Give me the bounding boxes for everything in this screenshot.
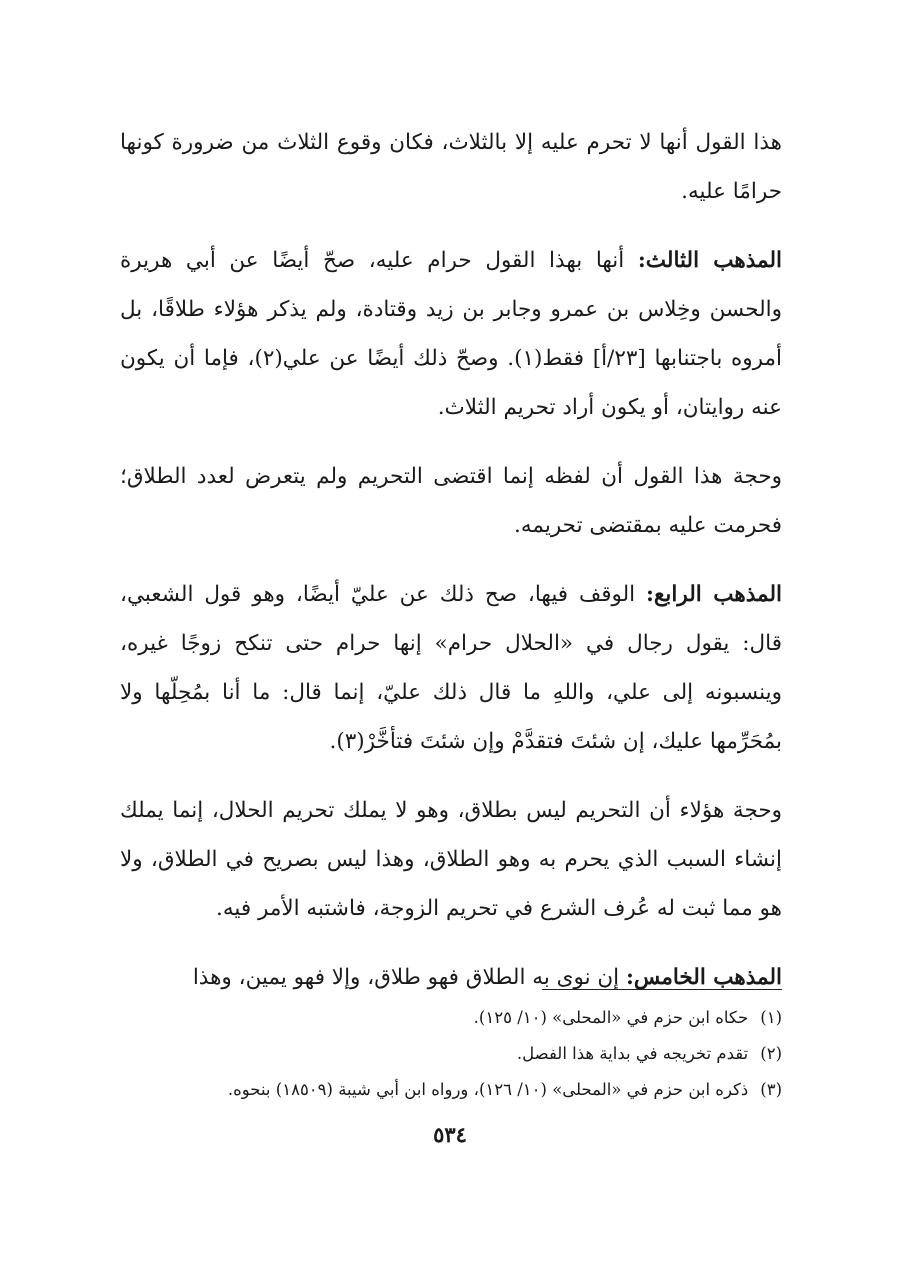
footnote-divider	[542, 989, 782, 990]
footnote-1	[120, 1000, 782, 1036]
paragraph-1-text: هذا القول أنها لا تحرم عليه إلا بالثلاث، فكان وقوع الثلاث من ضرورة كونها حرامًا عليه.	[120, 130, 782, 204]
main-text	[120, 118, 782, 1022]
footnotes	[120, 1000, 782, 1108]
footnote-2-text: تقدم تخريجه في بداية هذا الفصل.	[516, 1044, 749, 1063]
paragraph-2-heading: المذهب الثالث:	[637, 248, 782, 273]
paragraph-5-text: وحجة هؤلاء أن التحريم ليس بطلاق، وهو لا يملك تحريم الحلال، إنما يملك إنشاء السبب الذي يحرم به وهو الطلاق، وهذا ليس بصريح في الطلاق، ولا هو مما ثبت له عُرف الشرع في تحريم الزوجة، فاشتبه الأمر فيه.	[120, 798, 782, 921]
paragraph-1	[120, 118, 782, 216]
footnote-2-number: (٢)	[760, 1044, 782, 1063]
footnote-3-text: ذكره ابن حزم في «المحلى» (١٠/ ١٢٦)، ورواه ابن أبي شيبة (١٨٥٠٩) بنحوه.	[227, 1080, 749, 1099]
page-number: ٥٣٤	[433, 1122, 467, 1147]
paragraph-4	[120, 570, 782, 766]
paragraph-2-text: أنها بهذا القول حرام عليه، صحّ أيضًا عن أبي هريرة والحسن وخِلاس بن عمرو وجابر بن زيد وقتادة، ولم يذكر هؤلاء طلاقًا، بل أمروه باجتنابها [٢٣/أ] فقط(١). وصحّ ذلك أيضًا عن علي(٢)، فإما أن يكون عنه روايتان، أو يكون أراد تحريم الثلاث.	[120, 248, 783, 420]
paragraph-4-heading: المذهب الرابع:	[646, 582, 782, 607]
footnote-1-text: حكاه ابن حزم في «المحلى» (١٠/ ١٢٥).	[473, 1008, 749, 1027]
paragraph-3	[120, 452, 782, 550]
footnote-1-number: (١)	[760, 1008, 782, 1027]
footnote-3	[120, 1072, 782, 1108]
paragraph-4-text: الوقف فيها، صح ذلك عن عليّ أيضًا، وهو قول الشعبي، قال: يقول رجال في «الحلال حرام» إنها حرام حتى تنكح زوجًا غيره، وينسبونه إلى علي، واللهِ ما قال ذلك عليّ، إنما قال: ما أنا بمُحِلّها ولا بمُحَرِّمها عليك، إن شئتَ فتقدَّمْ وإن شئتَ فتأخَّرْ(٣).	[120, 582, 782, 754]
paragraph-6-heading: المذهب الخامس:	[626, 965, 782, 990]
paragraph-2	[120, 236, 782, 432]
footnote-2	[120, 1036, 782, 1072]
paragraph-5	[120, 786, 782, 933]
footnote-3-number: (٣)	[760, 1080, 782, 1099]
paragraph-3-text: وحجة هذا القول أن لفظه إنما اقتضى التحريم ولم يتعرض لعدد الطلاق؛ فحرمت عليه بمقتضى تحريمه.	[120, 464, 782, 538]
paragraph-6	[120, 953, 782, 1002]
paragraph-6-text: إن نوى به الطلاق فهو طلاق، وإلا فهو يمين، وهذا	[192, 965, 626, 990]
